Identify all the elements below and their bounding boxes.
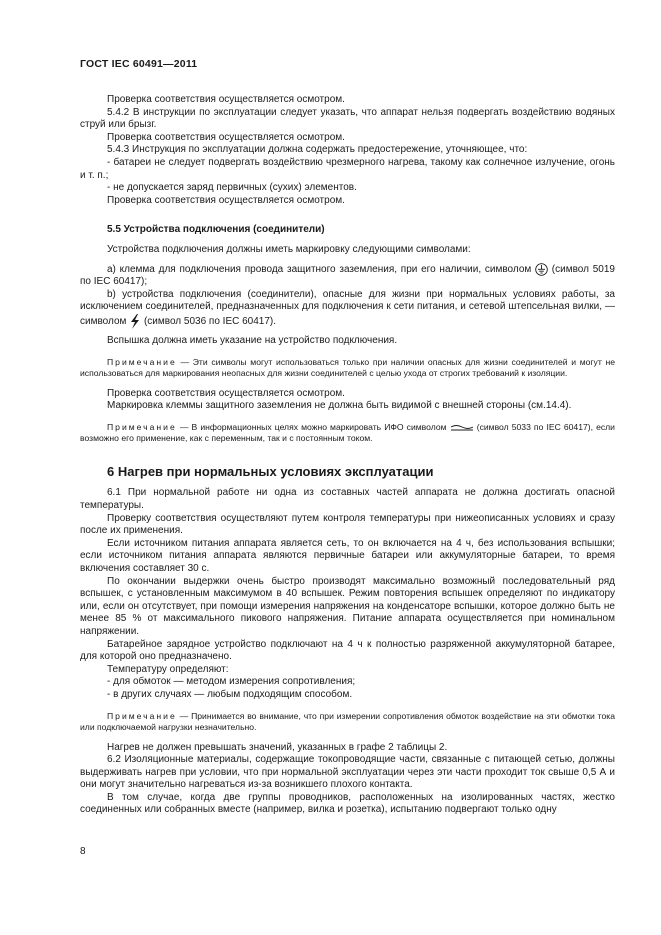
note-label: Примечание (107, 710, 177, 721)
paragraph: 5.4.2 В инструкции по эксплуатации следует указать, что аппарат нельзя подвергать воздействию водяных струй или брызг. (80, 106, 615, 131)
paragraph: Батарейное зарядное устройство подключают на 4 ч к полностью разряженной аккумуляторной батарее, для которой оно предназначено. (80, 638, 615, 663)
paragraph: Вспышка должна иметь указание на устройство подключения. (107, 335, 398, 347)
note-label: Примечание (107, 356, 177, 367)
paragraph: Устройства подключения должны иметь маркировку следующими символами: (107, 243, 471, 255)
note (80, 422, 615, 444)
paragraph: 6.2 Изоляционные материалы, содержащие токопроводящие части, связанные с питающей сетью, должны выдерживать нагрев при условии, что при нормальной эксплуатации через эти части проходит ток свыше 0,5 А и они могут значительно нагреваться из-за возникшего плохого контакта. (80, 754, 615, 791)
text: (символ 5019 по IEC 60417); (80, 263, 615, 288)
paragraph: Маркировка клеммы защитного заземления не должна быть видимой с внешней стороны (см.14.4). (107, 400, 572, 412)
paragraph: Проверка соответствия осуществляется осмотром. (107, 194, 345, 206)
paragraph: Нагрев не должен превышать значений, указанных в графе 2 таблицы 2. (107, 741, 448, 753)
section-heading-6: 6 Нагрев при нормальных условиях эксплуатации (107, 463, 434, 479)
note-text: — В информационных целях можно маркировать ИФО символом (176, 421, 450, 432)
note (80, 711, 615, 733)
note-text: — Эти символы могут использоваться только при наличии опасных для жизни соединителей и могут не использоваться для маркирования неопасных для жизни соединителей с целью ухода от строгих требований к изоляции. (80, 356, 615, 378)
page-number: 8 (80, 846, 86, 857)
note-label: Примечание (107, 421, 177, 432)
paragraph: 6.1 При нормальной работе ни одна из составных частей аппарата не должна достигать опасной температуры. (80, 487, 615, 512)
paragraph: Проверка соответствия осуществляется осмотром. (107, 387, 345, 399)
paragraph: 5.4.3 Инструкция по эксплуатации должна содержать предостережение, уточняющее, что: (107, 144, 528, 156)
document-header: ГОСТ IEC 60491—2011 (80, 58, 198, 70)
text: (символ 5036 по IEC 60417). (141, 316, 277, 328)
list-item: - батареи не следует подвергать воздействию чрезмерного нагрева, такому как солнечное излучение, огонь и т. п.; (80, 156, 615, 181)
lightning-bolt-icon (129, 314, 141, 329)
note-text: — Принимается во внимание, что при измерении сопротивления обмоток воздействие на эти обмотки тока или подключаемой нагрузки незначительно. (80, 710, 615, 732)
text: b) устройства подключения (соединители), опасные для жизни при нормальных условиях работы, за исключением соединителей, предназначенных для подключения к сети питания, и сетевой штепсельная вилки, — символом (80, 288, 615, 328)
section-heading-5-5: 5.5 Устройства подключения (соединители) (107, 224, 325, 236)
ac-dc-icon (450, 424, 474, 431)
paragraph: Проверка соответствия осуществляется осмотром. (107, 94, 345, 105)
paragraph: Проверка соответствия осуществляется осмотром. (107, 131, 345, 143)
protective-earth-icon (535, 263, 548, 276)
paragraph: Если источником питания аппарата является сеть, то он включается на 4 ч, без использования вспышки; если источником питания аппарата являются первичные батареи или аккумуляторные батареи, то время включения составляет 30 с. (80, 537, 615, 574)
list-item: - не допускается заряд первичных (сухих) элементов. (107, 182, 357, 194)
paragraph: Температуру определяют: (107, 663, 229, 675)
note (80, 357, 615, 379)
note-text: (символ 5033 по IEC 60417), если возможно его применение, как с переменным, так и с постоянным током. (80, 421, 615, 443)
list-item: - для обмоток — методом измерения сопротивления; (107, 676, 356, 688)
text: a) клемма для подключения провода защитного заземления, при его наличии, символом (107, 263, 536, 275)
paragraph: По окончании выдержки очень быстро производят максимально возможный последовательный ряд вспышек, с установленным максимумом в 40 вспышек. Режим повторения вспышек определяют по индикатору или, если он отсутствует, при помощи измерения напряжения на конденсаторе вспышки, которое должно быть не менее 85 % от максимального пикового напряжения. Питание аппарата осуществляется при номинальном напряжении. (80, 575, 615, 637)
paragraph-item-b (80, 289, 615, 329)
paragraph: Проверку соответствия осуществляют путем контроля температуры при нижеописанных условиях и сразу после их применения. (80, 512, 615, 537)
list-item: - в других случаях — любым подходящим способом. (107, 688, 353, 700)
paragraph-item-a (80, 263, 615, 289)
paragraph: В том случае, когда две группы проводников, расположенных на изолированных частях, жестко соединенных или собранных вместе (например, вилка и розетка), испытанию подвергают только одну (80, 791, 615, 816)
page-body (80, 94, 615, 817)
